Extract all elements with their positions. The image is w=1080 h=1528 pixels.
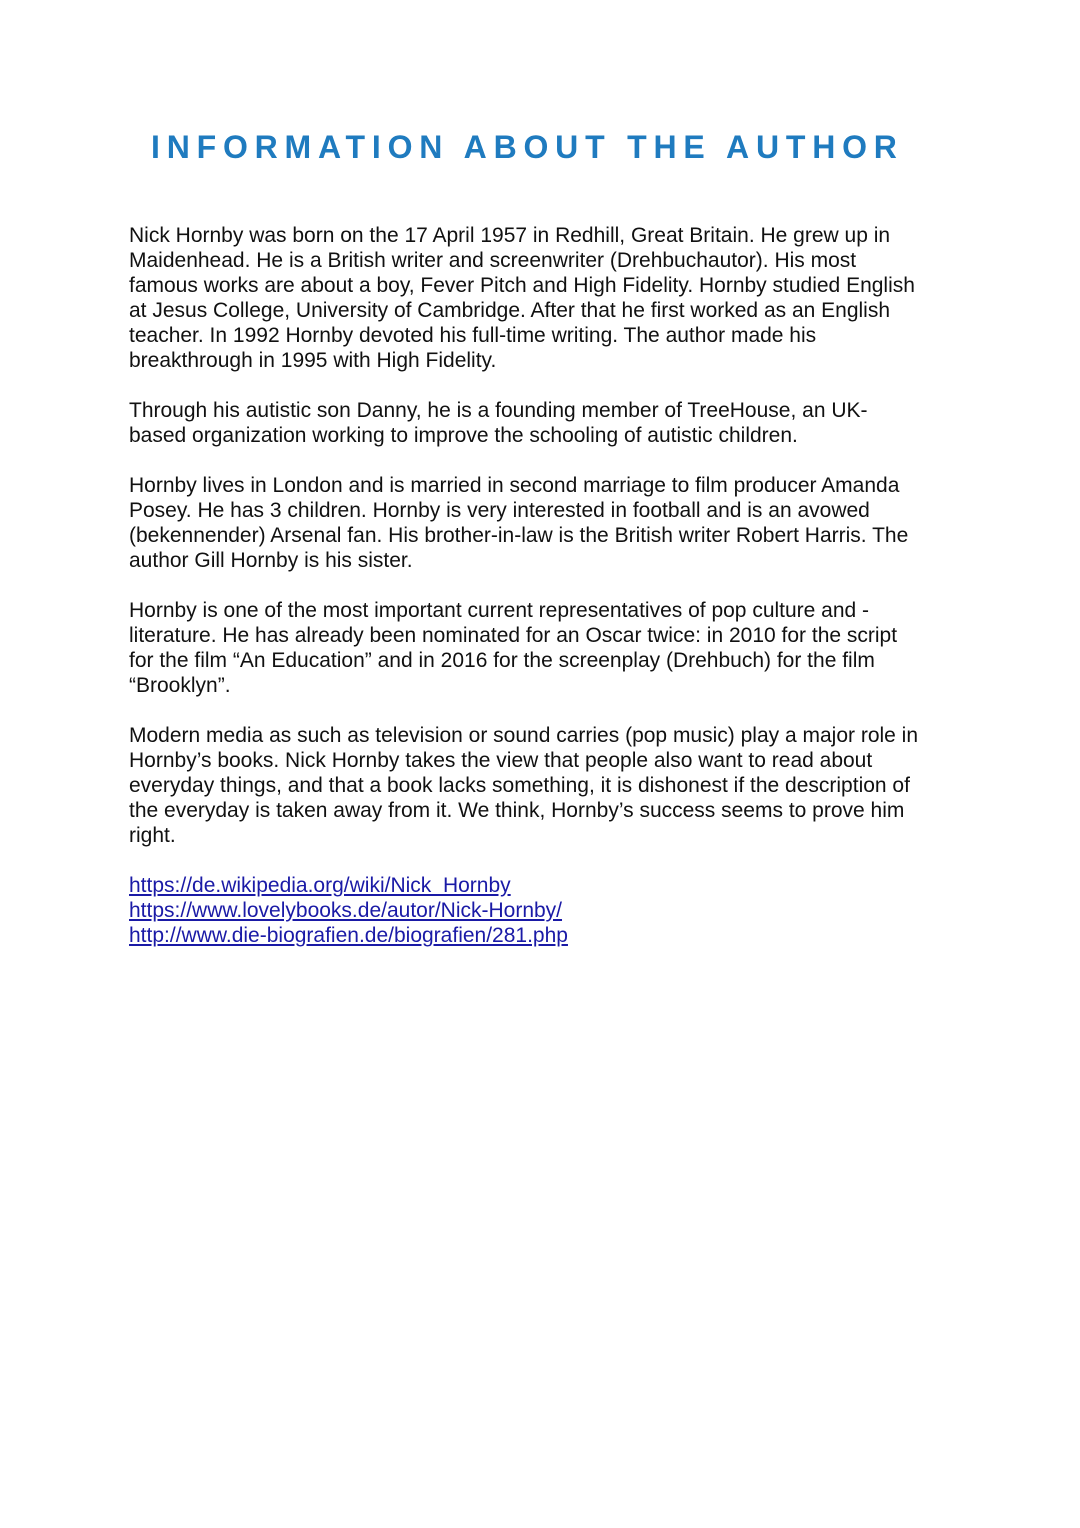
text-line: right.: [129, 824, 176, 847]
text-line: author Gill Hornby is his sister.: [129, 549, 413, 572]
text-line: famous works are about a boy, Fever Pitch and High Fidelity. Hornby studied English: [129, 274, 915, 297]
paragraph-oscar: [129, 598, 1009, 698]
text-line: at Jesus College, University of Cambridge. After that he first worked as an English: [129, 299, 891, 322]
text-line: Through his autistic son Danny, he is a founding member of TreeHouse, an UK-: [129, 399, 868, 422]
text-line: Hornby is one of the most important current representatives of pop culture and -: [129, 599, 870, 622]
page-title: INFORMATION ABOUT THE AUTHOR: [151, 129, 904, 165]
text-line: everyday things, and that a book lacks something, it is dishonest if the description of: [129, 774, 910, 797]
link-lovelybooks[interactable]: https://www.lovelybooks.de/autor/Nick-Hornby/: [129, 899, 563, 922]
text-line: Hornby lives in London and is married in second marriage to film producer Amanda: [129, 474, 900, 497]
text-line: teacher. In 1992 Hornby devoted his full-time writing. The author made his: [129, 324, 817, 347]
text-line: for the film “An Education” and in 2016 for the screenplay (Drehbuch) for the film: [129, 649, 875, 672]
paragraph-biography: [129, 223, 1009, 373]
paragraph-media: [129, 723, 1009, 848]
text-line: “Brooklyn”.: [129, 674, 231, 697]
text-line: literature. He has already been nominated for an Oscar twice: in 2010 for the script: [129, 624, 898, 647]
text-line: Modern media as such as television or sound carries (pop music) play a major role in: [129, 724, 919, 747]
text-line: breakthrough in 1995 with High Fidelity.: [129, 349, 497, 372]
link-die-biografien[interactable]: http://www.die-biografien.de/biografien/281.php: [129, 924, 568, 947]
text-line: Posey. He has 3 children. Hornby is very interested in football and is an avowed: [129, 499, 870, 522]
text-line: Nick Hornby was born on the 17 April 1957 in Redhill, Great Britain. He grew up in: [129, 224, 891, 247]
link-wikipedia[interactable]: https://de.wikipedia.org/wiki/Nick_Hornby: [129, 874, 511, 897]
paragraph-treehouse: [129, 398, 1009, 448]
paragraph-family: [129, 473, 1009, 573]
text-line: based organization working to improve the schooling of autistic children.: [129, 424, 798, 447]
text-line: Hornby’s books. Nick Hornby takes the view that people also want to read about: [129, 749, 873, 772]
text-line: (bekennender) Arsenal fan. His brother-in-law is the British writer Robert Harris. The: [129, 524, 909, 547]
source-links: [129, 873, 1009, 948]
text-line: Maidenhead. He is a British writer and screenwriter (Drehbuchautor). His most: [129, 249, 857, 272]
document-body: [129, 223, 1009, 948]
text-line: the everyday is taken away from it. We think, Hornby’s success seems to prove him: [129, 799, 905, 822]
